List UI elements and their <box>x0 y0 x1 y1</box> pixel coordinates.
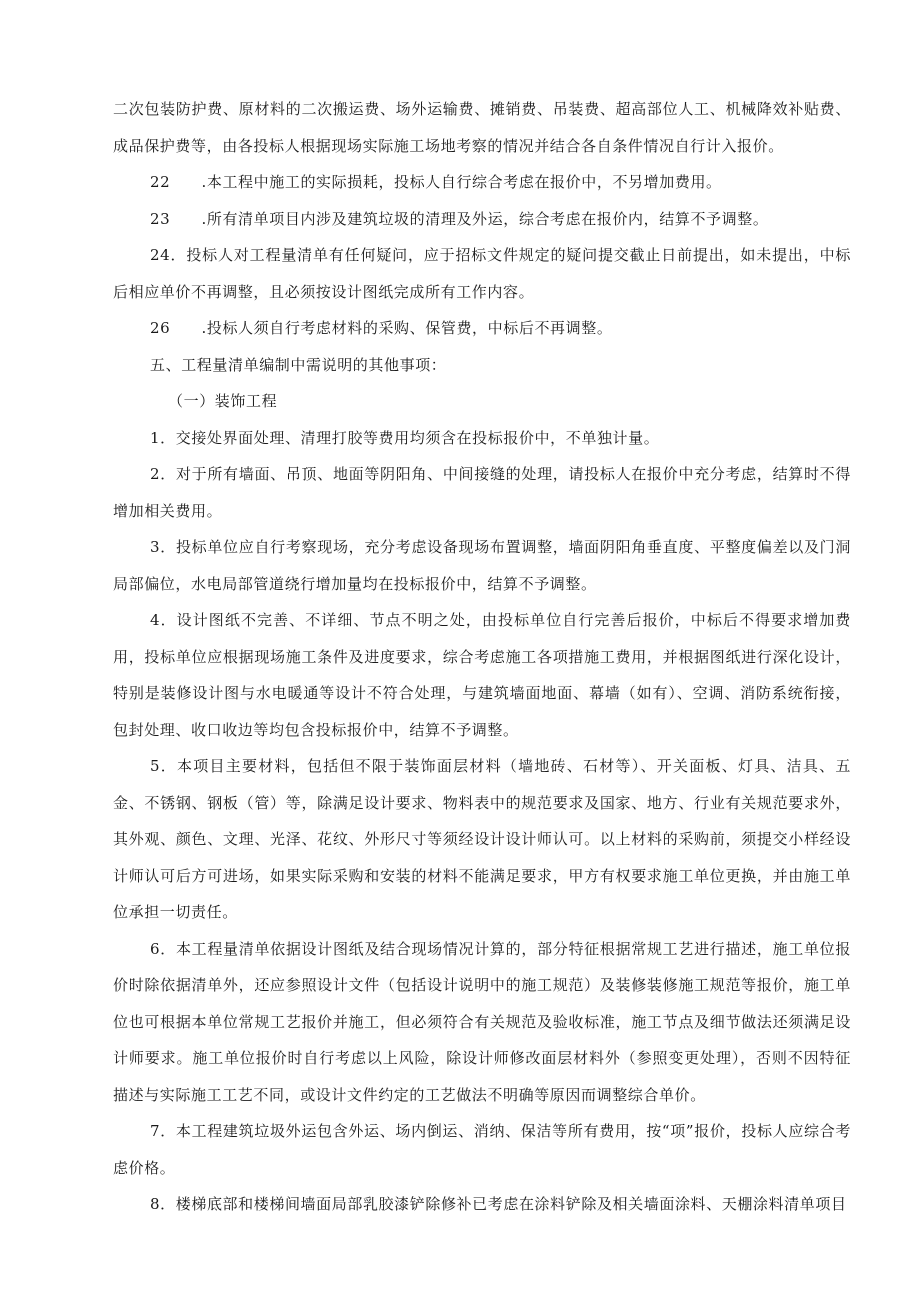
paragraph-item-5: 5．本项目主要材料，包括但不限于装饰面层材料（墙地砖、石材等）、开关面板、灯具、洁具、五金、不锈钢、钢板（管）等，除满足设计要求、物料表中的规范要求及国家、地方、行业有关规范要求外，其外观、颜色、文理、光泽、花纹、外形尺寸等须经设计设计师认可。以上材料的采购前，须提交小样经设计师认可后方可进场，如果实际采购和安装的材料不能满足要求，甲方有权要求施工单位更换，并由施工单位承担一切责任。 <box>113 757 851 921</box>
paragraph-item-8: 8．楼梯底部和楼梯间墙面局部乳胶漆铲除修补已考虑在涂料铲除及相关墙面涂料、天棚涂料清单项目 <box>150 1195 847 1213</box>
section-heading-5: 五、工程量清单编制中需说明的其他事项： <box>150 355 447 374</box>
document-page <box>113 91 851 1223</box>
paragraph-item-2: 2．对于所有墙面、吊顶、地面等阴阳角、中间接缝的处理，请投标人在报价中充分考虑，结算时不得增加相关费用。 <box>113 465 851 520</box>
paragraph-continuation: 二次包装防护费、原材料的二次搬运费、场外运输费、摊销费、吊装费、超高部位人工、机械降效补贴费、成品保护费等，由各投标人根据现场实际施工场地考察的情况并结合各自条件情况自行计入报价。 <box>113 100 851 155</box>
paragraph-item-1: 1．交接处界面处理、清理打胶等费用均须含在投标报价中，不单独计量。 <box>150 428 660 447</box>
paragraph-item-6: 6．本工程量清单依据设计图纸及结合现场情况计算的，部分特征根据常规工艺进行描述，施工单位报价时除依据清单外，还应参照设计文件（包括设计说明中的施工规范）及装修装修施工规范等报价，施工单位也可根据本单位常规工艺报价并施工，但必须符合有关规范及验收标准，施工节点及细节做法还须满足设计师要求。施工单位报价时自行考虑以上风险，除设计师修改面层材料外（参照变更处理），否则不因特征描述与实际施工工艺不同，或设计文件约定的工艺做法不明确等原因而调整综合单价。 <box>113 939 851 1104</box>
paragraph-item-24: 24．投标人对工程量清单有任何疑问，应于招标文件规定的疑问提交截止日前提出，如未提出，中标后相应单价不再调整，且必须按设计图纸完成所有工作内容。 <box>113 246 851 301</box>
paragraph-item-23: 23 .所有清单项目内涉及建筑垃圾的清理及外运，综合考虑在报价内，结算不予调整。 <box>150 209 769 228</box>
paragraph-item-7: 7．本工程建筑垃圾外运包含外运、场内倒运、消纳、保洁等所有费用，按“项”报价，投标人应综合考虑价格。 <box>113 1122 851 1177</box>
subsection-heading-decoration: （一）装饰工程 <box>168 392 278 410</box>
paragraph-item-3: 3．投标单位应自行考察现场，充分考虑设备现场布置调整，墙面阴阳角垂直度、平整度偏差以及门洞局部偏位，水电局部管道绕行增加量均在投标报价中，结算不予调整。 <box>113 538 851 593</box>
paragraph-item-22: 22 .本工程中施工的实际损耗，投标人自行综合考虑在报价中，不另增加费用。 <box>150 173 722 191</box>
paragraph-item-4: 4．设计图纸不完善、不详细、节点不明之处，由投标单位自行完善后报价，中标后不得要求增加费用，投标单位应根据现场施工条件及进度要求，综合考虑施工各项措施工费用，并根据图纸进行深化设计，特别是装修设计图与水电暖通等设计不符合处理，与建筑墙面地面、幕墙（如有）、空调、消防系统衔接，包封处理、收口收边等均包含投标报价中，结算不予调整。 <box>113 611 851 739</box>
paragraph-item-26: 26 .投标人须自行考虑材料的采购、保管费，中标后不再调整。 <box>150 319 613 337</box>
